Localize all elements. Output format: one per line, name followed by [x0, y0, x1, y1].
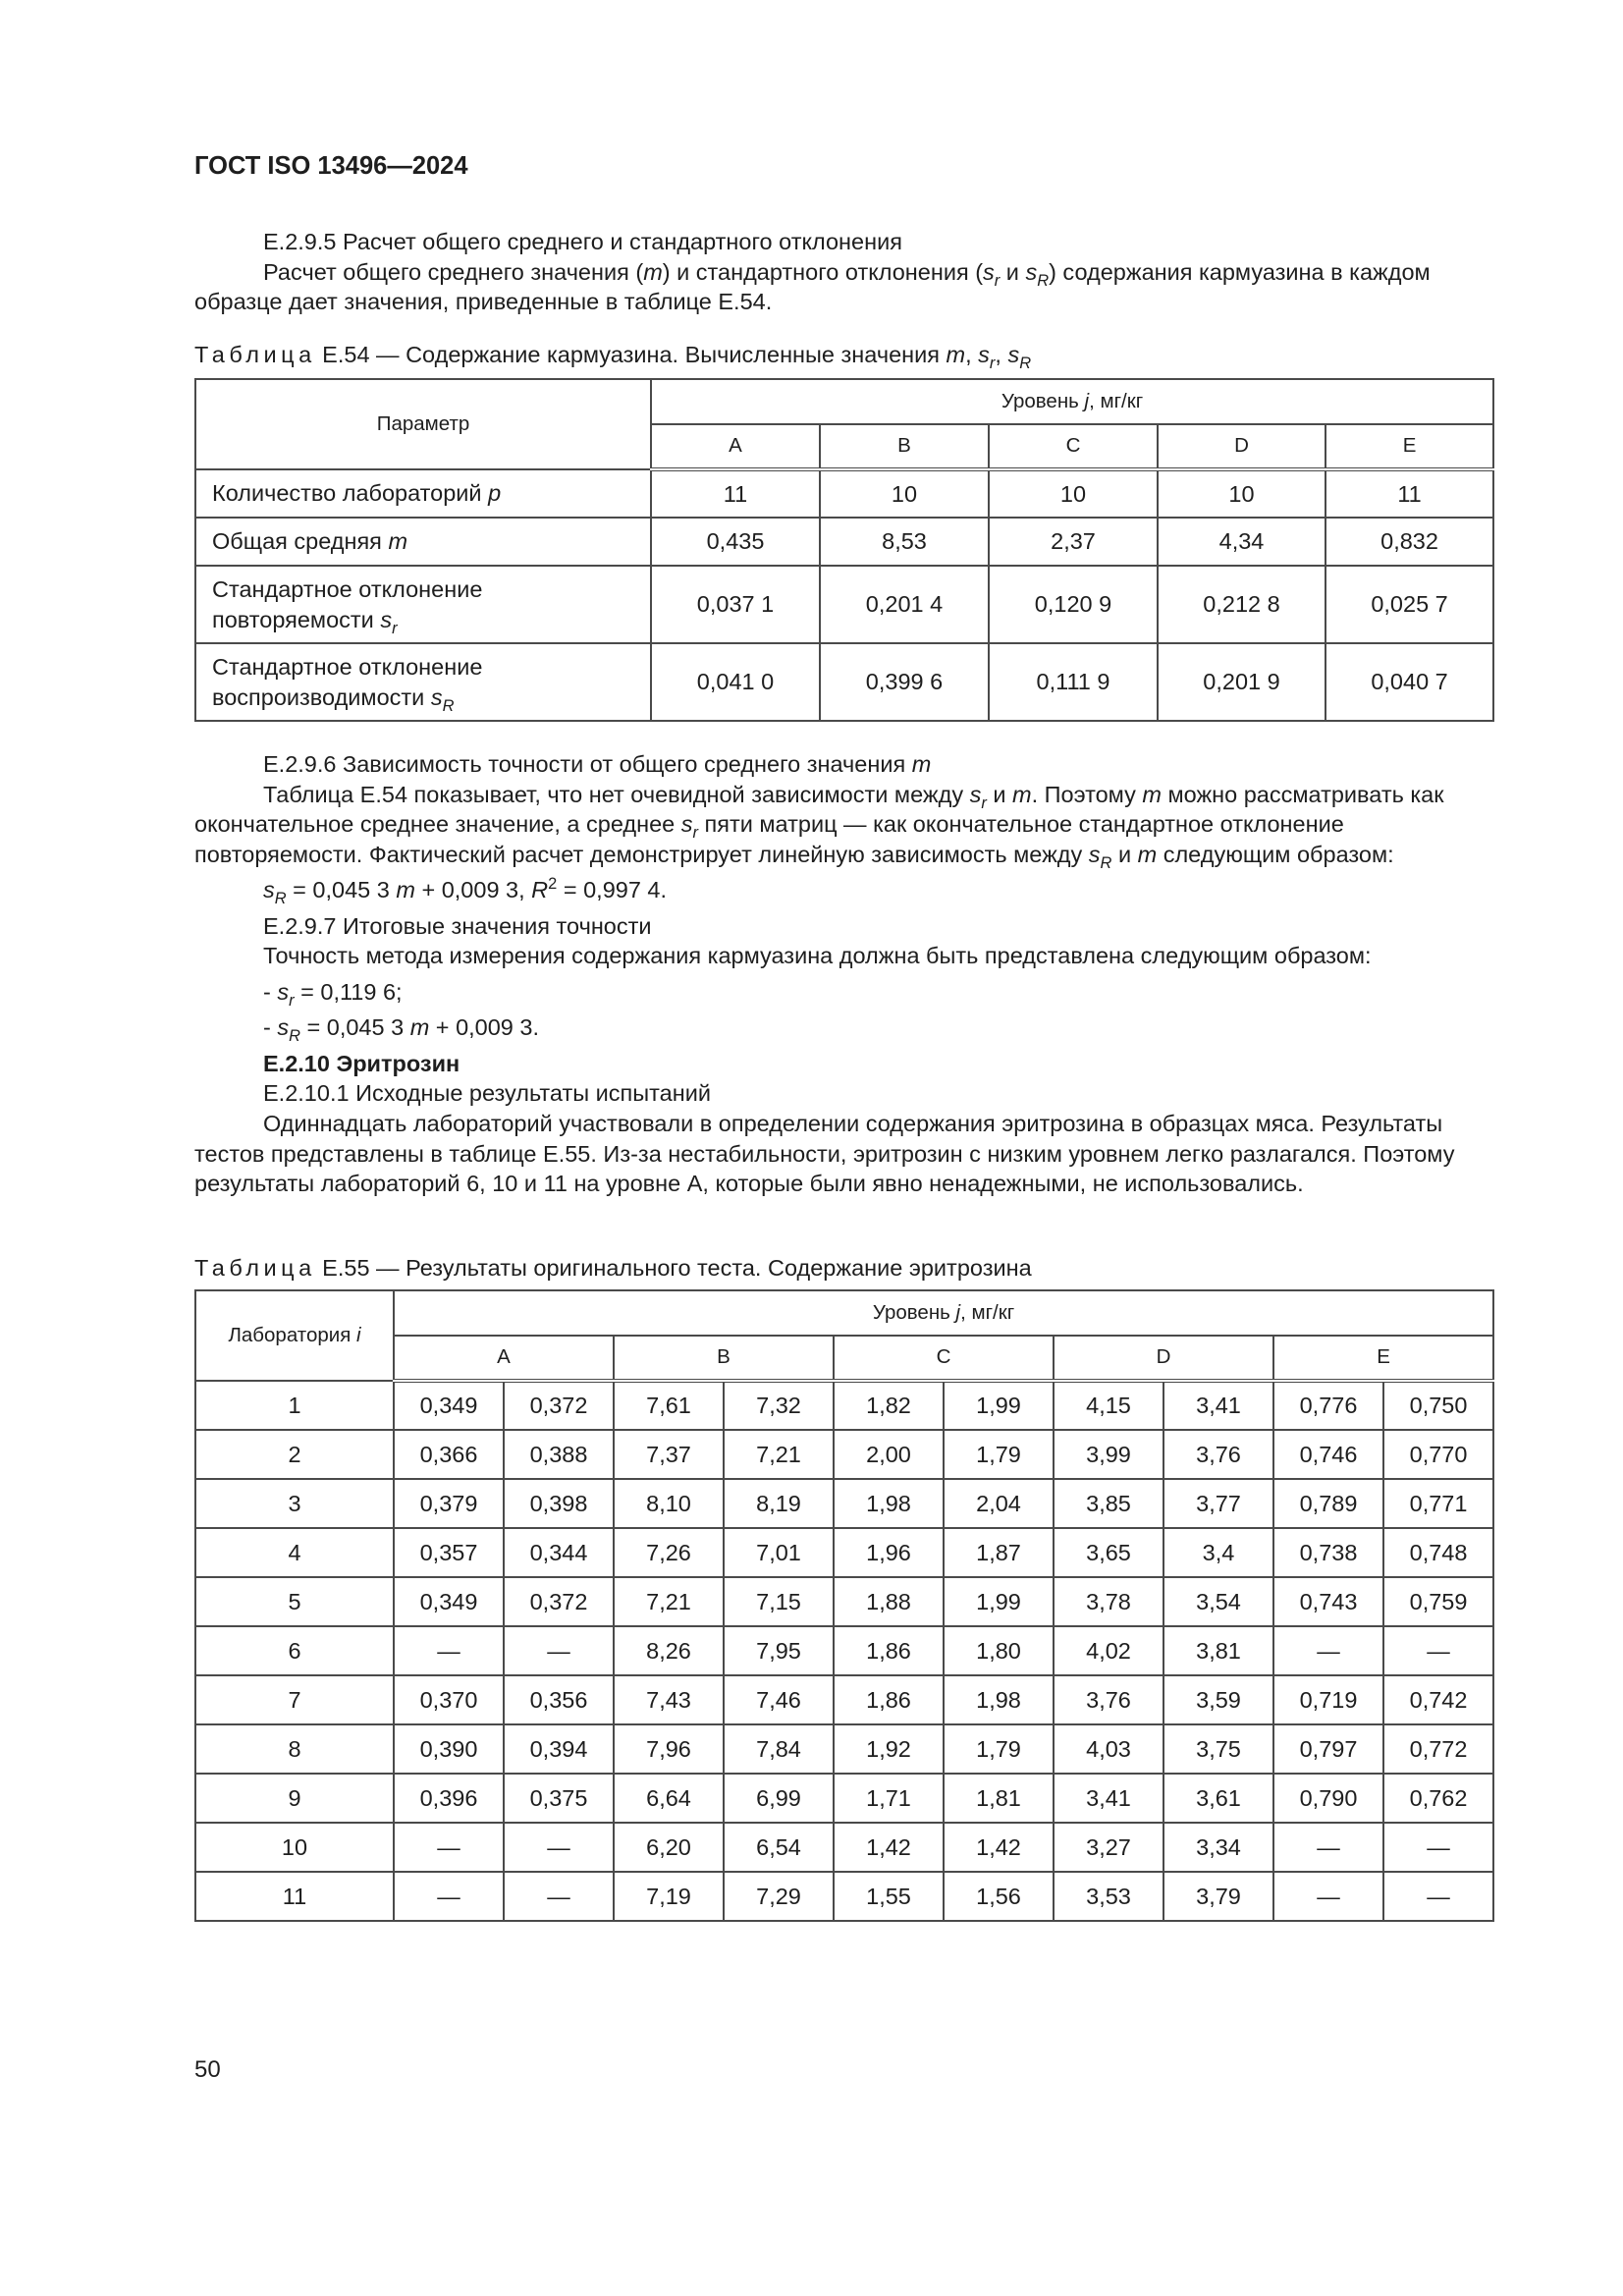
table-cell: 4,03 [1054, 1724, 1163, 1774]
table-cell: 0,398 [504, 1479, 614, 1528]
table-cell: 3,41 [1054, 1774, 1163, 1823]
table-cell: 0,388 [504, 1430, 614, 1479]
table-row [195, 1577, 1493, 1626]
table-cell: 7,43 [614, 1675, 724, 1724]
table-row [195, 1528, 1493, 1577]
table-cell: 7,19 [614, 1872, 724, 1921]
table-cell: 7,01 [724, 1528, 834, 1577]
section-e295-text: Расчет общего среднего значения (m) и стандартного отклонения ($s_r$ и $s_R$) содержания кармуазина в каждом образце дает значения, приведенные в таблице E.54. [194, 258, 1431, 315]
table-cell: 2,04 [944, 1479, 1054, 1528]
table-cell: 8,26 [614, 1626, 724, 1675]
table-cell: 0,379 [394, 1479, 504, 1528]
table-cell: 1,86 [834, 1675, 944, 1724]
table-cell: 3,78 [1054, 1577, 1163, 1626]
table-cell: 1,82 [834, 1381, 944, 1430]
table-cell: — [394, 1872, 504, 1921]
level-col-header: A [394, 1336, 614, 1381]
table-cell: 0,742 [1383, 1675, 1493, 1724]
level-col-header: E [1325, 424, 1493, 469]
table-cell: 1,88 [834, 1577, 944, 1626]
table-cell: 7,61 [614, 1381, 724, 1430]
table-cell: 7,96 [614, 1724, 724, 1774]
table-cell: 0,435 [651, 518, 820, 566]
table-cell: 1,81 [944, 1774, 1054, 1823]
bullet-sr: - $s_r = 0,119$ 6; [263, 978, 403, 1010]
lab-number-cell: 6 [195, 1626, 394, 1675]
table-row [195, 1675, 1493, 1724]
table-cell: 3,53 [1054, 1872, 1163, 1921]
table-cell: 3,76 [1163, 1430, 1273, 1479]
table-cell: 0,120 9 [989, 566, 1158, 643]
table-cell: 1,42 [834, 1823, 944, 1872]
table-cell: 1,99 [944, 1381, 1054, 1430]
table-row [195, 1381, 1493, 1430]
table-row [195, 1479, 1493, 1528]
table-row [195, 1823, 1493, 1872]
table-cell: 3,59 [1163, 1675, 1273, 1724]
table-cell: 3,54 [1163, 1577, 1273, 1626]
row-label: Количество лабораторий p [195, 469, 651, 518]
level-header: Уровень j, мг/кг [651, 379, 1493, 424]
table-e55-caption: Таблица E.55 — Результаты оригинального теста. Содержание эритрозина [194, 1255, 1032, 1281]
table-cell: 0,832 [1325, 518, 1493, 566]
table-cell: 7,15 [724, 1577, 834, 1626]
table-cell: 1,56 [944, 1872, 1054, 1921]
table-cell: 3,34 [1163, 1823, 1273, 1872]
lab-number-cell: 8 [195, 1724, 394, 1774]
table-cell: 3,27 [1054, 1823, 1163, 1872]
table-cell: 0,789 [1273, 1479, 1383, 1528]
table-cell: 7,21 [614, 1577, 724, 1626]
lab-number-cell: 7 [195, 1675, 394, 1724]
table-cell: 0,025 7 [1325, 566, 1493, 643]
table-row [195, 566, 1493, 643]
table-cell: — [504, 1626, 614, 1675]
table-cell: 0,375 [504, 1774, 614, 1823]
table-cell: 1,99 [944, 1577, 1054, 1626]
table-cell: 1,55 [834, 1872, 944, 1921]
table-cell: 0,738 [1273, 1528, 1383, 1577]
section-e295 [194, 227, 1510, 317]
lab-number-cell: 4 [195, 1528, 394, 1577]
row-label: Стандартное отклонение воспроизводимости $s_R$ [195, 643, 651, 721]
table-cell: 6,20 [614, 1823, 724, 1872]
table-cell: 7,32 [724, 1381, 834, 1430]
table-cell: 4,34 [1158, 518, 1325, 566]
table-cell: 10 [820, 469, 989, 518]
table-cell: 3,41 [1163, 1381, 1273, 1430]
table-cell: 1,96 [834, 1528, 944, 1577]
section-e297-text: Точность метода измерения содержания кармуазина должна быть представлена следующим образом: [263, 943, 1372, 969]
section-e297-title: E.2.9.7 Итоговые значения точности [263, 912, 652, 939]
table-row [195, 518, 1493, 566]
table-cell: — [1273, 1626, 1383, 1675]
document-header: ГОСТ ISO 13496—2024 [194, 152, 468, 180]
table-cell: 1,87 [944, 1528, 1054, 1577]
table-cell: — [1273, 1823, 1383, 1872]
table-cell: 0,746 [1273, 1430, 1383, 1479]
table-cell: 0,201 9 [1158, 643, 1325, 721]
table-cell: 4,15 [1054, 1381, 1163, 1430]
section-e210-title: E.2.10 Эритрозин [263, 1050, 460, 1076]
equation-sr: $s_R = 0,045$ 3 m + 0,009 3, $R^2 = 0,997$ 4. [263, 875, 668, 907]
table-row [195, 469, 1493, 518]
table-e54-caption: Таблица E.54 — Содержание кармуазина. Вычисленные значения m, $s_r$, $s_R$ [194, 342, 1032, 372]
table-cell: — [1383, 1872, 1493, 1921]
table-row [195, 1430, 1493, 1479]
table-cell: 0,372 [504, 1577, 614, 1626]
table-cell: 0,041 0 [651, 643, 820, 721]
table-cell: 7,95 [724, 1626, 834, 1675]
table-cell: 0,349 [394, 1577, 504, 1626]
table-cell: 0,719 [1273, 1675, 1383, 1724]
table-cell: 0,743 [1273, 1577, 1383, 1626]
table-cell: 0,776 [1273, 1381, 1383, 1430]
table-cell: 6,54 [724, 1823, 834, 1872]
table-cell: 7,21 [724, 1430, 834, 1479]
table-cell: — [1383, 1823, 1493, 1872]
level-col-header: C [834, 1336, 1054, 1381]
param-header: Параметр [195, 379, 651, 469]
table-cell: — [394, 1823, 504, 1872]
table-e55 [194, 1289, 1494, 1922]
table-row [195, 1774, 1493, 1823]
table-cell: 2,37 [989, 518, 1158, 566]
table-cell: 1,92 [834, 1724, 944, 1774]
level-col-header: A [651, 424, 820, 469]
table-cell: 0,370 [394, 1675, 504, 1724]
table-cell: 8,53 [820, 518, 989, 566]
table-cell: — [504, 1872, 614, 1921]
table-cell: 7,46 [724, 1675, 834, 1724]
table-cell: 8,10 [614, 1479, 724, 1528]
table-cell: 11 [1325, 469, 1493, 518]
table-row [195, 643, 1493, 721]
table-cell: 0,366 [394, 1430, 504, 1479]
level-col-header: B [614, 1336, 834, 1381]
lab-number-cell: 11 [195, 1872, 394, 1921]
table-cell: 1,86 [834, 1626, 944, 1675]
table-e54 [194, 378, 1494, 722]
table-cell: 7,37 [614, 1430, 724, 1479]
level-col-header: E [1273, 1336, 1493, 1381]
level-col-header: B [820, 424, 989, 469]
table-cell: 0,771 [1383, 1479, 1493, 1528]
table-cell: 3,99 [1054, 1430, 1163, 1479]
table-cell: 6,99 [724, 1774, 834, 1823]
lab-number-cell: 10 [195, 1823, 394, 1872]
row-label: Общая средняя m [195, 518, 651, 566]
table-cell: 11 [651, 469, 820, 518]
table-cell: 0,372 [504, 1381, 614, 1430]
table-cell: 1,98 [944, 1675, 1054, 1724]
lab-number-cell: 9 [195, 1774, 394, 1823]
table-cell: 3,65 [1054, 1528, 1163, 1577]
table-cell: 4,02 [1054, 1626, 1163, 1675]
table-cell: 0,797 [1273, 1724, 1383, 1774]
table-cell: 0,201 4 [820, 566, 989, 643]
table-cell: — [504, 1823, 614, 1872]
table-cell: 0,770 [1383, 1430, 1493, 1479]
table-cell: 0,344 [504, 1528, 614, 1577]
table-cell: 3,76 [1054, 1675, 1163, 1724]
section-e296-title: E.2.9.6 Зависимость точности от общего среднего значения m [263, 751, 932, 777]
level-col-header: D [1158, 424, 1325, 469]
bullet-sR: - $s_R = 0,045$ 3 m + 0,009 3. [263, 1014, 539, 1046]
table-cell: 3,85 [1054, 1479, 1163, 1528]
section-e296 [194, 749, 1510, 1199]
row-label: Стандартное отклонение повторяемости $s_r$ [195, 566, 651, 643]
table-cell: — [1383, 1626, 1493, 1675]
section-e296-text: Таблица E.54 показывает, что нет очевидной зависимости между $s_r$ и m. Поэтому m можно рассматривать как окончательное среднее значение, а среднее $s_r$ пяти матриц — как окончательное стандартное отклонение повторяемости. Фактический расчет демонстрирует линейную зависимость между $s_R$ и m следующим образом: [194, 781, 1444, 872]
table-cell: 2,00 [834, 1430, 944, 1479]
table-cell: 10 [989, 469, 1158, 518]
table-cell: 3,4 [1163, 1528, 1273, 1577]
table-cell: 0,356 [504, 1675, 614, 1724]
table-cell: 0,748 [1383, 1528, 1493, 1577]
table-cell: 0,037 1 [651, 566, 820, 643]
table-cell: 7,84 [724, 1724, 834, 1774]
table-cell: 6,64 [614, 1774, 724, 1823]
lab-number-cell: 3 [195, 1479, 394, 1528]
table-cell: 3,61 [1163, 1774, 1273, 1823]
lab-number-cell: 2 [195, 1430, 394, 1479]
table-cell: 8,19 [724, 1479, 834, 1528]
table-row [195, 1872, 1493, 1921]
table-cell: 1,71 [834, 1774, 944, 1823]
table-cell: 1,80 [944, 1626, 1054, 1675]
table-cell: 7,26 [614, 1528, 724, 1577]
table-cell: 0,772 [1383, 1724, 1493, 1774]
lab-number-cell: 1 [195, 1381, 394, 1430]
table-cell: 0,762 [1383, 1774, 1493, 1823]
table-cell: 0,790 [1273, 1774, 1383, 1823]
table-cell: — [394, 1626, 504, 1675]
section-e2101-text: Одиннадцать лабораторий участвовали в определении содержания эритрозина в образцах мяса. Результаты тестов представлены в таблице E.55. Из-за нестабильности, эритрозин с низким уровнем легко разлагался. Поэтому результаты лабораторий 6, 10 и 11 на уровне A, которые были явно ненадежными, не использовались. [194, 1111, 1455, 1197]
table-cell: 0,399 6 [820, 643, 989, 721]
table-cell: 0,394 [504, 1724, 614, 1774]
table-cell: 0,349 [394, 1381, 504, 1430]
table-cell: 1,42 [944, 1823, 1054, 1872]
table-cell: 10 [1158, 469, 1325, 518]
table-cell: 0,357 [394, 1528, 504, 1577]
table-cell: 0,040 7 [1325, 643, 1493, 721]
table-cell: 0,759 [1383, 1577, 1493, 1626]
table-cell: — [1273, 1872, 1383, 1921]
table-cell: 0,390 [394, 1724, 504, 1774]
level-header: Уровень j, мг/кг [394, 1290, 1493, 1336]
table-cell: 1,79 [944, 1724, 1054, 1774]
table-row [195, 1626, 1493, 1675]
table-cell: 3,77 [1163, 1479, 1273, 1528]
table-cell: 0,396 [394, 1774, 504, 1823]
table-cell: 1,79 [944, 1430, 1054, 1479]
section-e295-title: E.2.9.5 Расчет общего среднего и стандартного отклонения [263, 229, 902, 254]
table-cell: 0,750 [1383, 1381, 1493, 1430]
table-cell: 1,98 [834, 1479, 944, 1528]
lab-number-cell: 5 [195, 1577, 394, 1626]
lab-header: Лаборатория i [195, 1290, 394, 1381]
page-number: 50 [194, 2056, 221, 2083]
level-col-header: D [1054, 1336, 1273, 1381]
table-cell: 0,111 9 [989, 643, 1158, 721]
section-e2101-title: E.2.10.1 Исходные результаты испытаний [263, 1080, 711, 1107]
table-cell: 7,29 [724, 1872, 834, 1921]
level-col-header: C [989, 424, 1158, 469]
table-cell: 3,75 [1163, 1724, 1273, 1774]
table-row [195, 1724, 1493, 1774]
table-cell: 3,81 [1163, 1626, 1273, 1675]
table-cell: 0,212 8 [1158, 566, 1325, 643]
table-cell: 3,79 [1163, 1872, 1273, 1921]
